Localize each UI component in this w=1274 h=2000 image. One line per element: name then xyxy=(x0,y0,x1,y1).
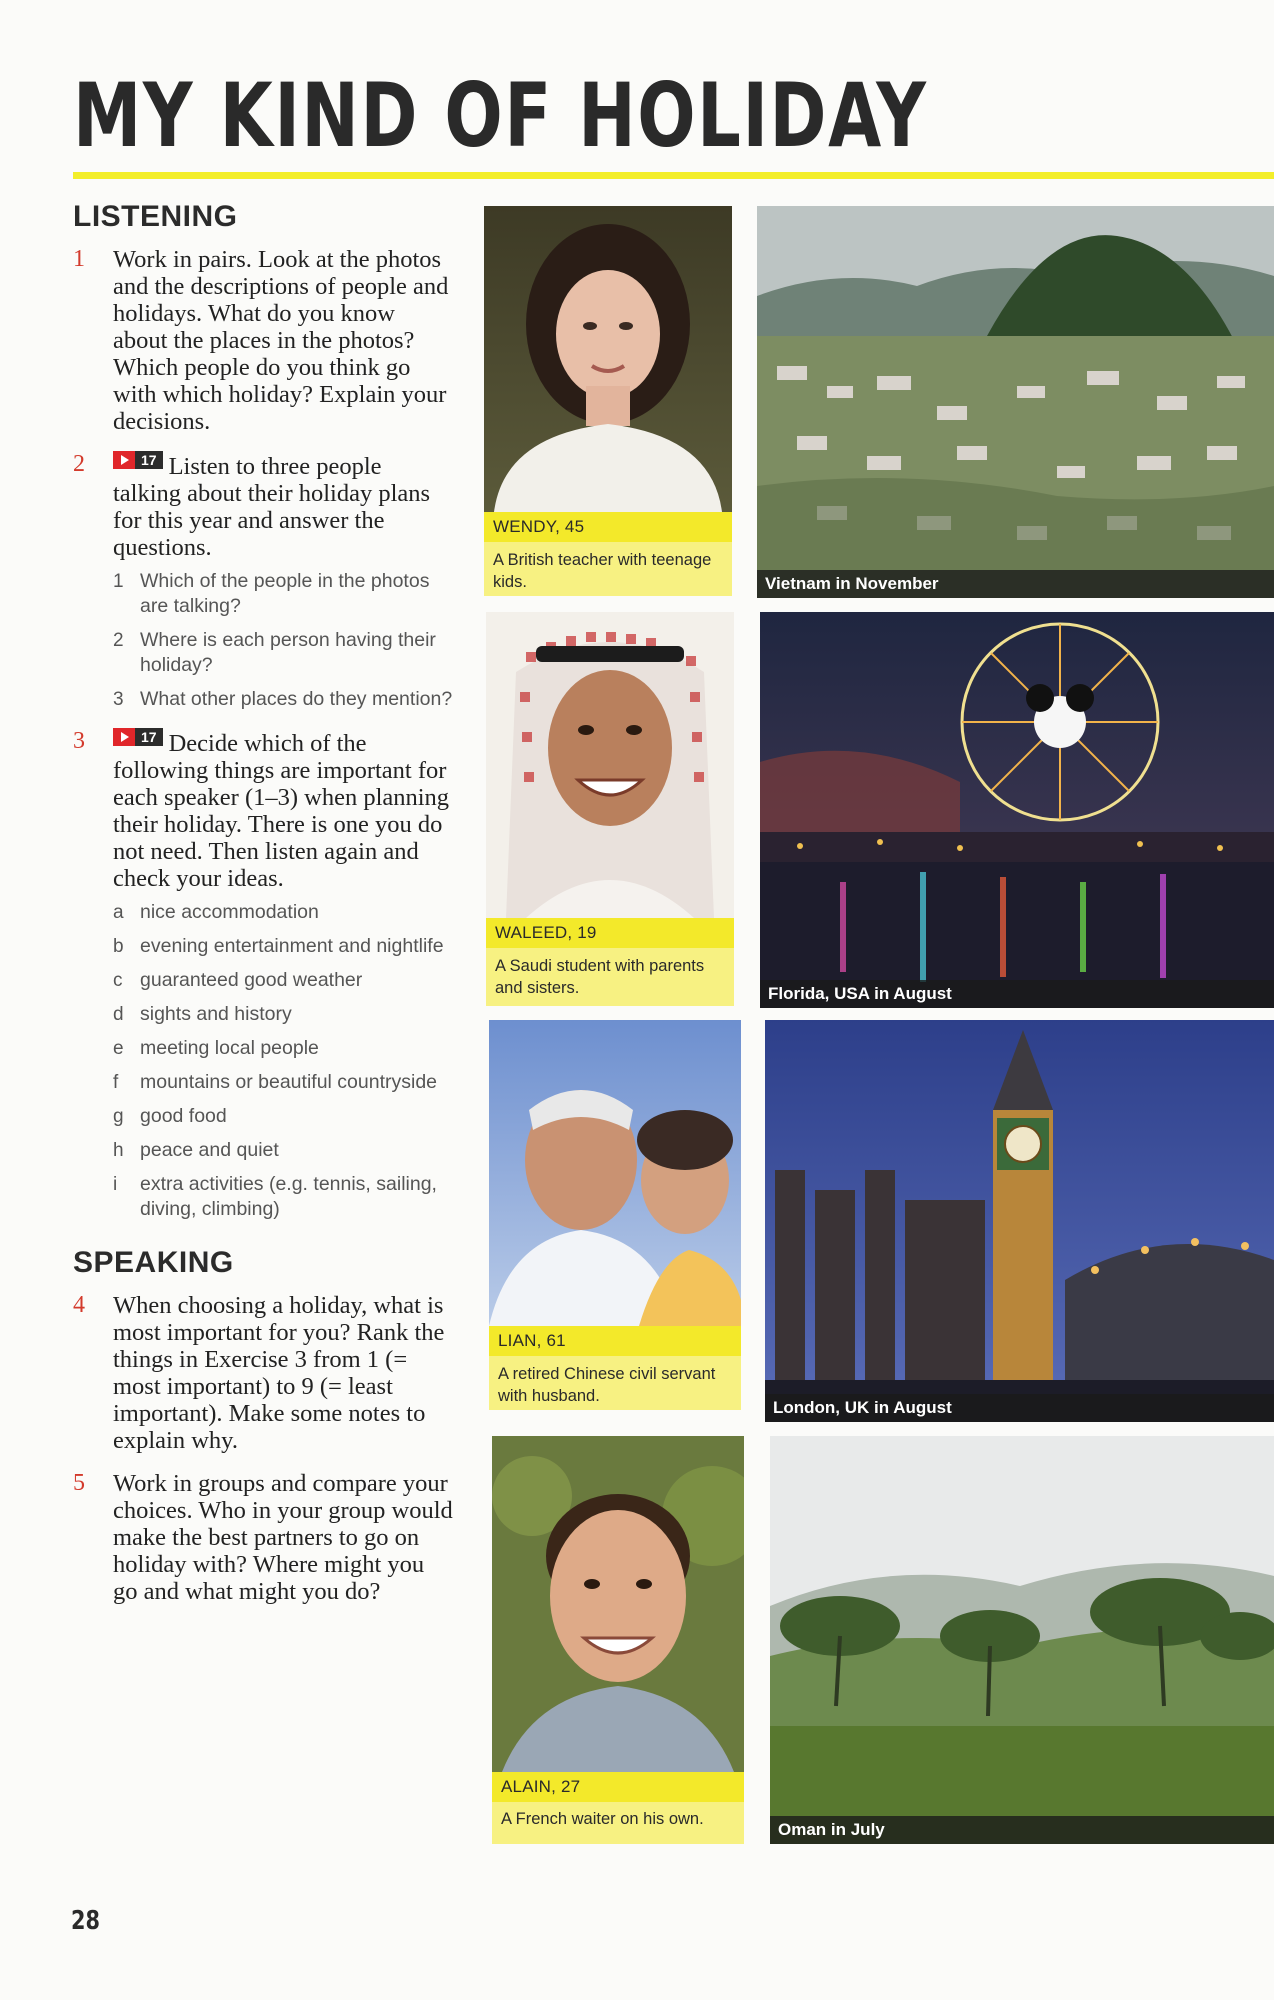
list-item: d sights and history xyxy=(113,1003,292,1025)
person-description: A French waiter on his own. xyxy=(501,1810,704,1828)
exercise-2 xyxy=(73,451,453,712)
exercise-number: 3 xyxy=(73,728,85,754)
person-name: ALAIN, 27 xyxy=(492,1772,744,1802)
portrait-photo-waleed xyxy=(486,612,734,918)
listening-heading: LISTENING xyxy=(73,200,238,233)
exercise-number: 1 xyxy=(73,246,85,272)
person-name: WALEED, 19 xyxy=(486,918,734,948)
title-underline xyxy=(73,172,1274,179)
list-item: i extra activities (e.g. tennis, sailing, diving, climbing) xyxy=(113,1173,437,1220)
list-item: 1 Which of the people in the photos are talking? xyxy=(113,570,430,617)
person-caption xyxy=(484,512,732,596)
list-item: h peace and quiet xyxy=(113,1139,279,1161)
person-caption xyxy=(492,1772,744,1844)
exercise-text: Work in pairs. Look at the photos and the descriptions of people and holidays. What do you know about the places in the photos? Which people do you think go with which holiday? Explain your decisions. xyxy=(113,246,449,435)
list-item: c guaranteed good weather xyxy=(113,969,363,991)
exercise-4 xyxy=(73,1292,453,1454)
person-name: WENDY, 45 xyxy=(484,512,732,542)
person-caption xyxy=(489,1326,741,1410)
person-description: A retired Chinese civil servant with husband. xyxy=(498,1365,716,1405)
question-list xyxy=(113,569,453,712)
list-item: b evening entertainment and nightlife xyxy=(113,935,444,957)
play-icon xyxy=(113,728,135,746)
person-name: LIAN, 61 xyxy=(489,1326,741,1356)
exercise-text: When choosing a holiday, what is most important for you? Rank the things in Exercise 3 from 1 (= most important) to 9 (= least important). Make some notes to explain why. xyxy=(113,1292,445,1454)
place-label: Florida, USA in August xyxy=(760,980,1274,1008)
portrait-photo-wendy xyxy=(484,206,732,512)
list-item: g good food xyxy=(113,1105,227,1127)
portrait-photo-lian xyxy=(489,1020,741,1326)
exercise-number: 2 xyxy=(73,451,85,477)
page-title: MY KIND OF HOLIDAY xyxy=(73,64,928,167)
audio-track-button[interactable] xyxy=(113,728,163,746)
place-photo-florida xyxy=(760,612,1274,1008)
list-item: a nice accommodation xyxy=(113,901,319,923)
person-description: A British teacher with teenage kids. xyxy=(493,551,712,591)
place-label: Oman in July xyxy=(770,1816,1274,1844)
person-description: A Saudi student with parents and sisters. xyxy=(495,957,705,997)
audio-track-button[interactable] xyxy=(113,451,163,469)
page-number: 28 xyxy=(71,1906,100,1936)
portrait-photo-alain xyxy=(492,1436,744,1772)
place-photo-london xyxy=(765,1020,1274,1422)
exercise-text: Work in groups and compare your choices. Who in your group would make the best partners to go on holiday with? Where might you go and what might you do? xyxy=(113,1470,453,1605)
list-item: 3 What other places do they mention? xyxy=(113,688,453,710)
exercise-number: 5 xyxy=(73,1470,85,1496)
person-caption xyxy=(486,918,734,1006)
exercise-text: Listen to three people talking about their holiday plans for this year and answer the questions. xyxy=(113,453,431,561)
option-list xyxy=(113,900,453,1222)
exercise-column xyxy=(73,200,453,1621)
place-label: Vietnam in November xyxy=(757,570,1274,598)
list-item: e meeting local people xyxy=(113,1037,319,1059)
track-number: 17 xyxy=(135,728,163,746)
list-item: 2 Where is each person having their holiday? xyxy=(113,629,436,676)
exercise-number: 4 xyxy=(73,1292,85,1318)
exercise-3 xyxy=(73,728,453,1222)
track-number: 17 xyxy=(135,451,163,469)
place-label: London, UK in August xyxy=(765,1394,1274,1422)
speaking-heading: SPEAKING xyxy=(73,1246,234,1279)
place-photo-oman xyxy=(770,1436,1274,1844)
exercise-text: Decide which of the following things are important for each speaker (1–3) when planning their holiday. There is one you do not need. Then listen again and check your ideas. xyxy=(113,730,450,892)
exercise-5 xyxy=(73,1470,453,1605)
place-photo-vietnam xyxy=(757,206,1274,598)
play-icon xyxy=(113,451,135,469)
list-item: f mountains or beautiful countryside xyxy=(113,1071,438,1093)
exercise-1 xyxy=(73,246,453,435)
